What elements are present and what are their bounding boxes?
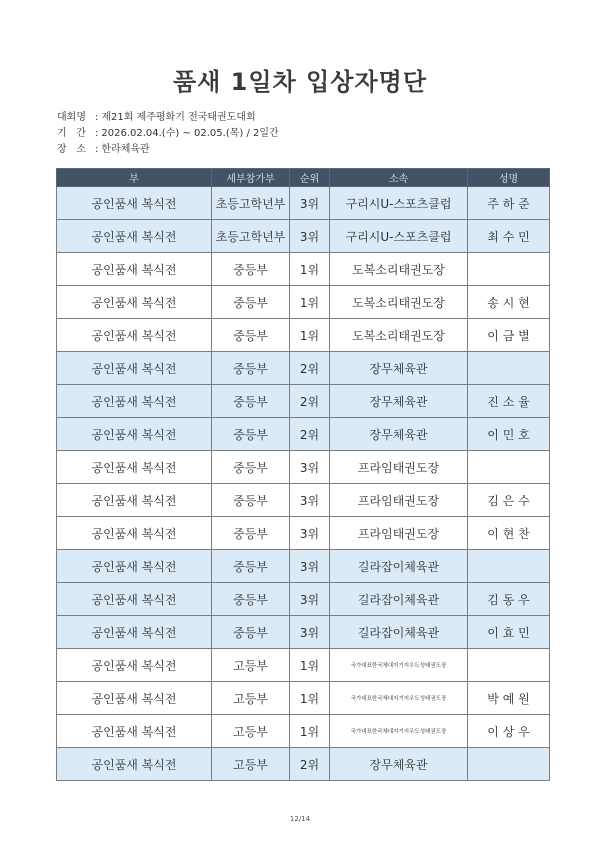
cell-name	[468, 451, 550, 484]
meta-separator: :	[95, 144, 99, 155]
cell-name	[468, 748, 550, 781]
cell-name: 이 효 민	[468, 616, 550, 649]
cell-sub-division: 초등고학년부	[212, 220, 290, 253]
cell-sub-division: 중등부	[212, 583, 290, 616]
cell-rank: 1위	[290, 682, 330, 715]
column-header-rank: 순위	[290, 169, 330, 187]
table-row	[57, 385, 550, 418]
cell-division: 공인품새 복식전	[57, 748, 212, 781]
table-row	[57, 220, 550, 253]
cell-sub-division: 초등고학년부	[212, 187, 290, 220]
table-row	[57, 649, 550, 682]
cell-sub-division: 중등부	[212, 352, 290, 385]
cell-name	[468, 352, 550, 385]
cell-division: 공인품새 복식전	[57, 352, 212, 385]
cell-rank: 1위	[290, 715, 330, 748]
cell-rank: 3위	[290, 187, 330, 220]
cell-division: 공인품새 복식전	[57, 286, 212, 319]
cell-name: 김 동 우	[468, 583, 550, 616]
cell-club: 도복소리태권도장	[330, 253, 468, 286]
cell-rank: 2위	[290, 418, 330, 451]
cell-name: 진 소 율	[468, 385, 550, 418]
cell-division: 공인품새 복식전	[57, 418, 212, 451]
cell-division: 공인품새 복식전	[57, 517, 212, 550]
table-row	[57, 517, 550, 550]
cell-name: 이 금 별	[468, 319, 550, 352]
table-row	[57, 451, 550, 484]
cell-rank: 3위	[290, 583, 330, 616]
table-row	[57, 418, 550, 451]
cell-sub-division: 중등부	[212, 286, 290, 319]
cell-sub-division: 중등부	[212, 484, 290, 517]
cell-name: 송 시 현	[468, 286, 550, 319]
results-table	[56, 168, 550, 781]
cell-sub-division: 중등부	[212, 616, 290, 649]
cell-name	[468, 253, 550, 286]
cell-sub-division: 고등부	[212, 682, 290, 715]
cell-rank: 3위	[290, 517, 330, 550]
cell-rank: 2위	[290, 352, 330, 385]
cell-club: 프라임태권도장	[330, 517, 468, 550]
column-header-sub-division: 세부참가부	[212, 169, 290, 187]
event-period-row	[57, 126, 279, 142]
column-header-club: 소속	[330, 169, 468, 187]
cell-club: 도복소리태권도장	[330, 319, 468, 352]
cell-name: 이 민 호	[468, 418, 550, 451]
cell-sub-division: 중등부	[212, 517, 290, 550]
table-row	[57, 352, 550, 385]
cell-club: 국가대표한국체대지기지우도성태권도장	[330, 682, 468, 715]
cell-sub-division: 고등부	[212, 748, 290, 781]
meta-separator: :	[95, 128, 99, 139]
cell-name: 최 수 민	[468, 220, 550, 253]
page-title: 품새 1일차 입상자명단	[172, 68, 428, 96]
cell-division: 공인품새 복식전	[57, 649, 212, 682]
column-header-name: 성명	[468, 169, 550, 187]
cell-sub-division: 중등부	[212, 451, 290, 484]
cell-sub-division: 고등부	[212, 715, 290, 748]
cell-division: 공인품새 복식전	[57, 550, 212, 583]
cell-sub-division: 고등부	[212, 649, 290, 682]
event-name-value: 제21회 제주평화기 전국태권도대회	[101, 112, 256, 123]
cell-rank: 2위	[290, 748, 330, 781]
cell-division: 공인품새 복식전	[57, 319, 212, 352]
cell-club: 장무체육관	[330, 352, 468, 385]
cell-club: 프라임태권도장	[330, 484, 468, 517]
cell-name: 주 하 준	[468, 187, 550, 220]
column-header-division: 부	[57, 169, 212, 187]
cell-sub-division: 중등부	[212, 319, 290, 352]
cell-club: 장무체육관	[330, 748, 468, 781]
meta-label: 장 소	[57, 144, 86, 155]
table-header-row	[57, 169, 550, 187]
table-row	[57, 253, 550, 286]
cell-club: 장무체육관	[330, 385, 468, 418]
cell-name: 박 예 원	[468, 682, 550, 715]
cell-division: 공인품새 복식전	[57, 583, 212, 616]
cell-club: 국가대표한국체대지기지우도성태권도장	[330, 649, 468, 682]
cell-rank: 1위	[290, 649, 330, 682]
cell-rank: 2위	[290, 385, 330, 418]
event-name-row	[57, 110, 279, 126]
cell-name	[468, 649, 550, 682]
cell-club: 국가대표한국체대지기지우도성태권도장	[330, 715, 468, 748]
table-row	[57, 583, 550, 616]
cell-rank: 1위	[290, 286, 330, 319]
table-row	[57, 187, 550, 220]
table-row	[57, 286, 550, 319]
table-row	[57, 715, 550, 748]
cell-club: 장무체육관	[330, 418, 468, 451]
cell-club: 길라잡이체육관	[330, 616, 468, 649]
cell-rank: 3위	[290, 484, 330, 517]
cell-club: 길라잡이체육관	[330, 583, 468, 616]
cell-club: 길라잡이체육관	[330, 550, 468, 583]
table-body	[57, 187, 550, 781]
cell-division: 공인품새 복식전	[57, 451, 212, 484]
cell-rank: 3위	[290, 220, 330, 253]
cell-division: 공인품새 복식전	[57, 484, 212, 517]
event-info	[57, 110, 279, 158]
event-period-value: 2026.02.04.(수) ~ 02.05.(목) / 2일간	[101, 128, 279, 139]
table-row	[57, 484, 550, 517]
page-number: 12/14	[289, 815, 311, 823]
cell-club: 구리시U-스포츠클럽	[330, 187, 468, 220]
cell-sub-division: 중등부	[212, 385, 290, 418]
table-row	[57, 319, 550, 352]
cell-name: 김 은 수	[468, 484, 550, 517]
cell-division: 공인품새 복식전	[57, 682, 212, 715]
event-venue-row	[57, 142, 279, 158]
table-row	[57, 616, 550, 649]
meta-label: 기 간	[57, 128, 86, 139]
cell-rank: 3위	[290, 616, 330, 649]
cell-name: 이 현 찬	[468, 517, 550, 550]
cell-division: 공인품새 복식전	[57, 616, 212, 649]
cell-name	[468, 550, 550, 583]
event-venue-value: 한라체육관	[101, 144, 150, 155]
table-row	[57, 682, 550, 715]
cell-rank: 1위	[290, 253, 330, 286]
meta-label: 대회명	[57, 112, 86, 123]
cell-rank: 1위	[290, 319, 330, 352]
cell-division: 공인품새 복식전	[57, 385, 212, 418]
cell-division: 공인품새 복식전	[57, 187, 212, 220]
cell-sub-division: 중등부	[212, 253, 290, 286]
meta-separator: :	[95, 112, 99, 123]
cell-club: 도복소리태권도장	[330, 286, 468, 319]
cell-division: 공인품새 복식전	[57, 220, 212, 253]
cell-club: 프라임태권도장	[330, 451, 468, 484]
cell-club: 구리시U-스포츠클럽	[330, 220, 468, 253]
cell-sub-division: 중등부	[212, 418, 290, 451]
table-row	[57, 550, 550, 583]
cell-sub-division: 중등부	[212, 550, 290, 583]
table-row	[57, 748, 550, 781]
cell-division: 공인품새 복식전	[57, 715, 212, 748]
cell-division: 공인품새 복식전	[57, 253, 212, 286]
cell-name: 이 상 우	[468, 715, 550, 748]
cell-rank: 3위	[290, 550, 330, 583]
cell-rank: 3위	[290, 451, 330, 484]
